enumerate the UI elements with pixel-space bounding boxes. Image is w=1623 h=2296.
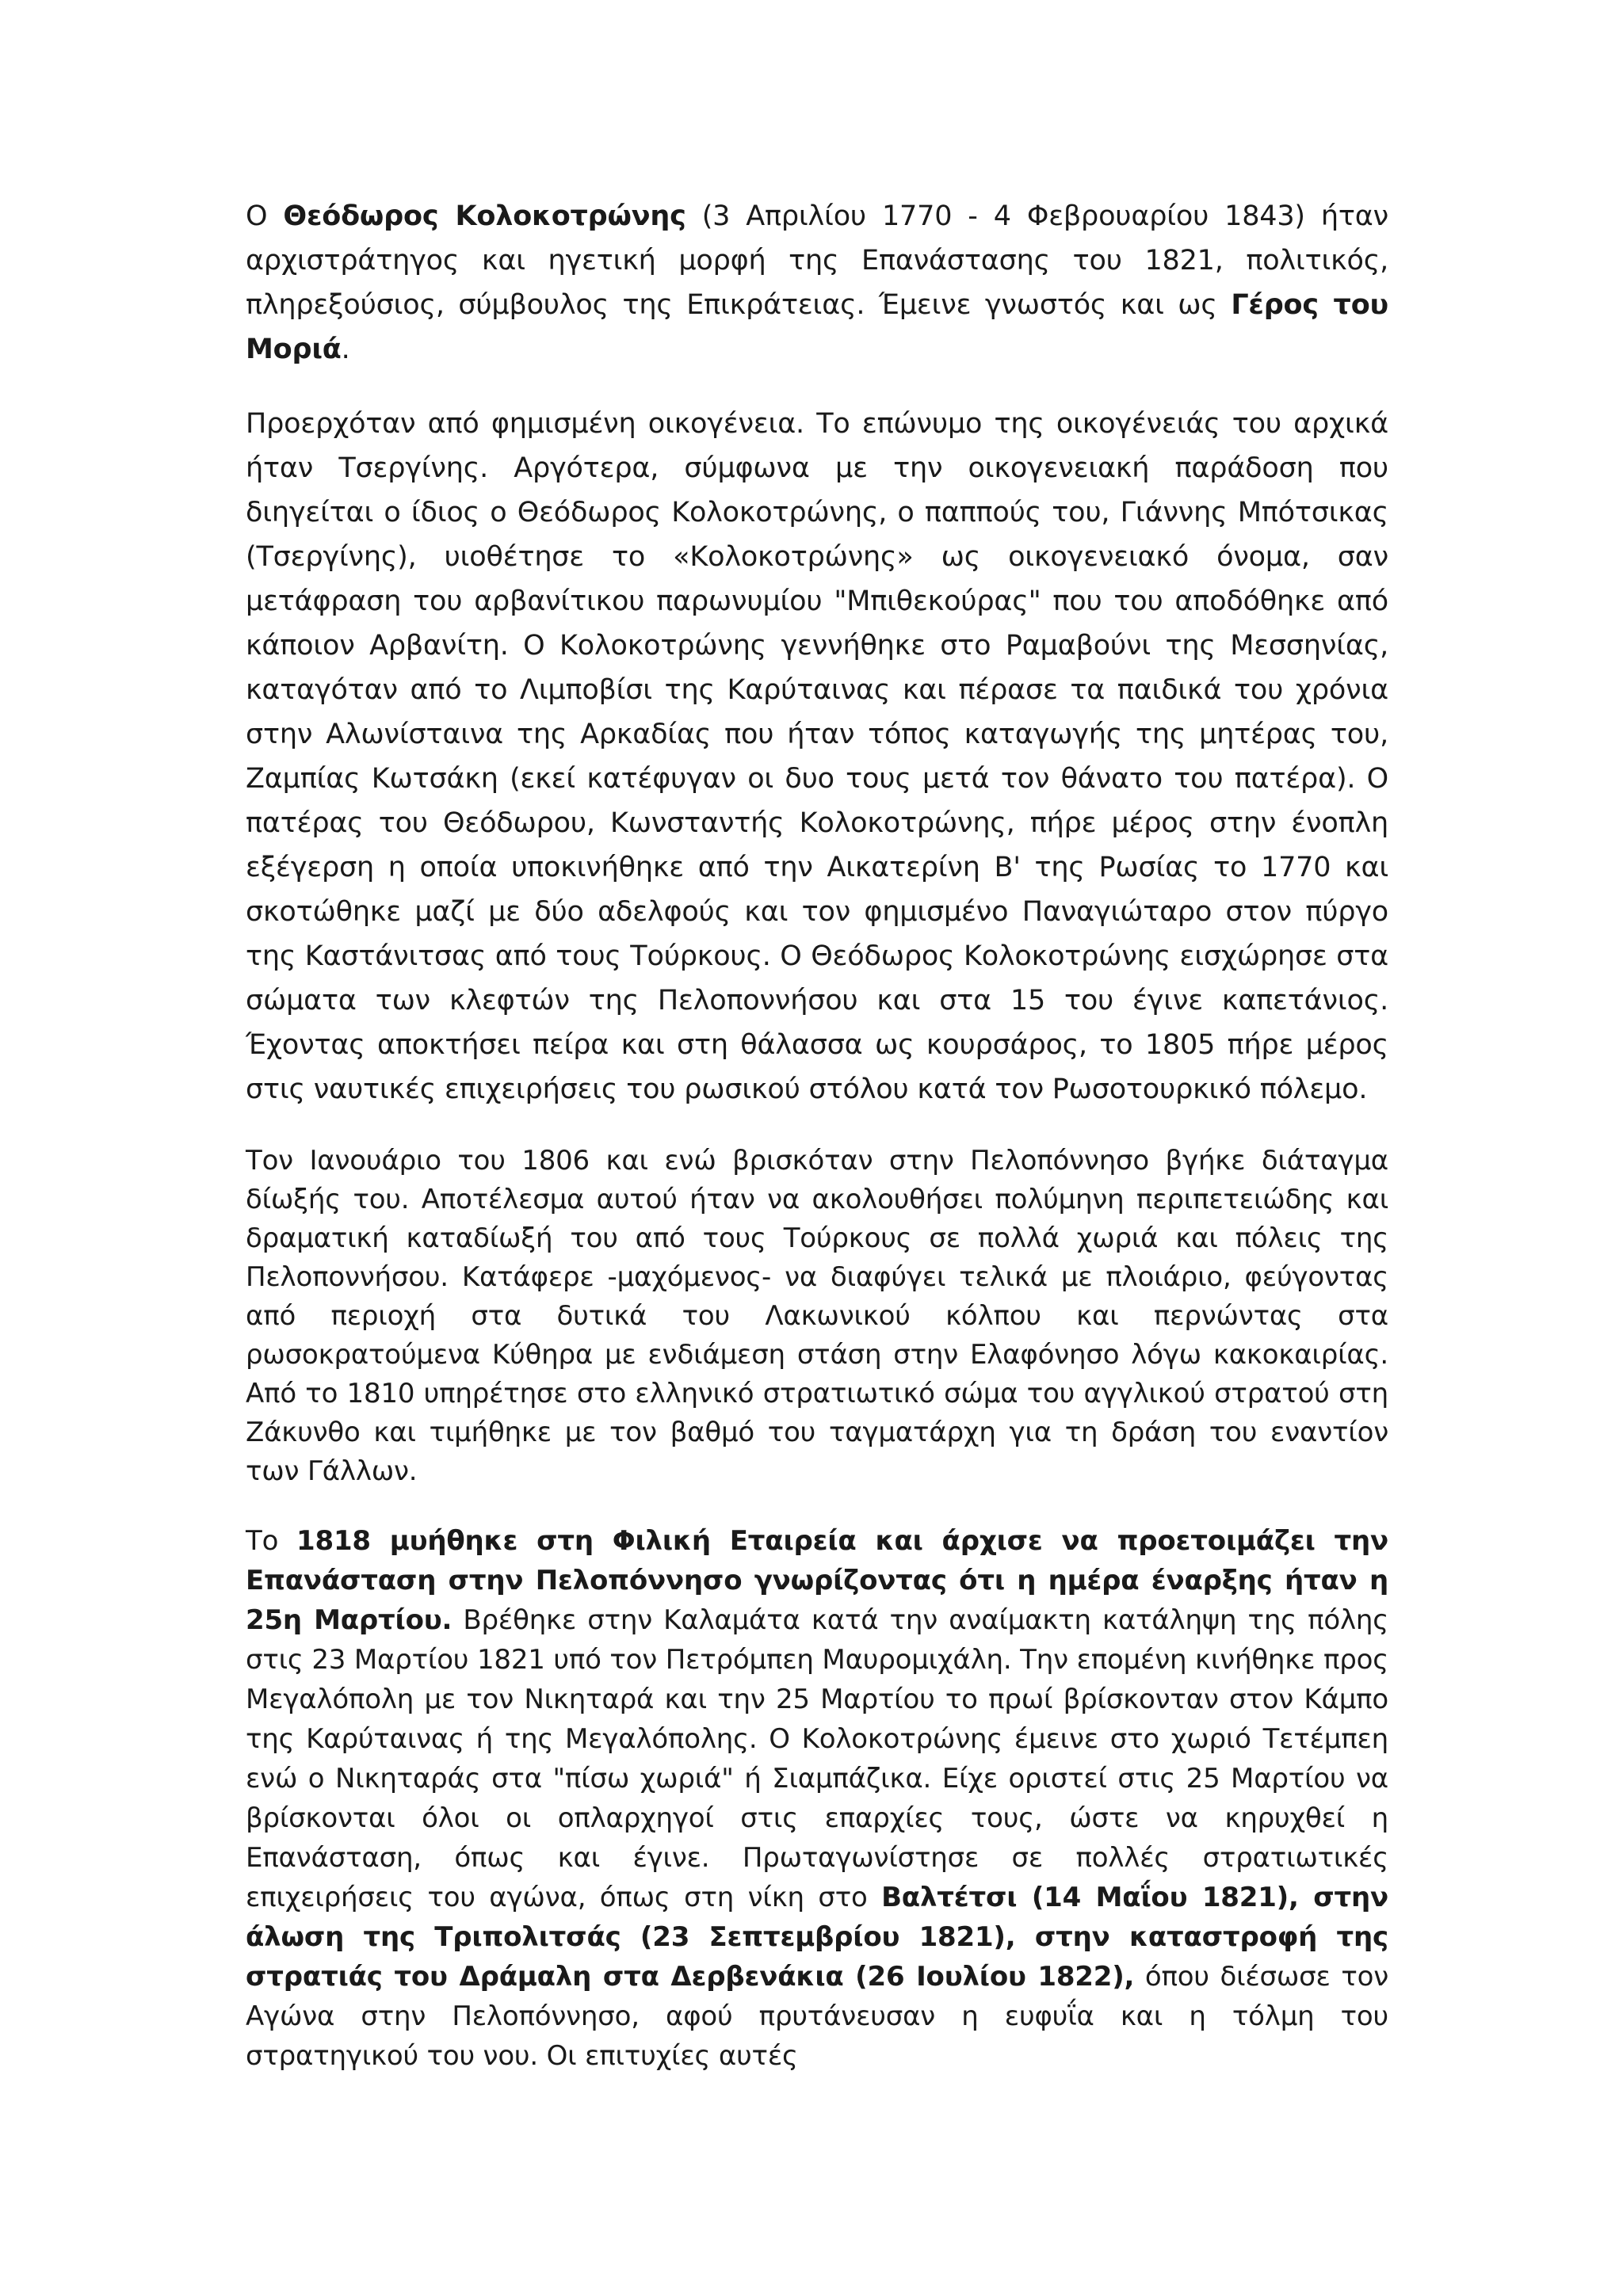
bold-filiki-eteria: 1818 μυήθηκε στη Φιλική Εταιρεία και άρχισε να προετοιμάζει την Επανάσταση στην Πελοπόννησο γνωρίζοντας ότι η ημέρα έναρξης ήταν η 25η Μαρτίου. (246, 1525, 1388, 1636)
text-segment: Το (246, 1525, 297, 1557)
text-segment: . (341, 334, 350, 365)
paragraph-revolution (246, 1521, 1388, 2076)
bold-name: Θεόδωρος Κολοκοτρώνης (283, 200, 686, 232)
bold-battles: Βαλτέτσι (14 Μαΐου 1821), στην άλωση της Τριπολιτσάς (23 Σεπτεμβρίου 1821), στην καταστροφή της στρατιάς του Δράμαλη στα Δερβενάκια (26 Ιουλίου 1822), (246, 1882, 1388, 1993)
bold-nickname: Γέρος του Μοριά (246, 289, 1388, 365)
text-segment: Τον Ιανουάριο του 1806 και ενώ βρισκόταν στην Πελοπόννησο βγήκε διάταγμα δίωξής του. Αποτέλεσμα αυτού ήταν να ακολουθήσει πολύμηνη περιπετειώδης και δραματική καταδίωξή του από τους Τούρκους σε πολλά χωριά και πόλεις της Πελοποννήσου. Κατάφερε -μαχόμενος- να διαφύγει τελικά με πλοιάριο, φεύγοντας από περιοχή στα δυτικά του Λακωνικού κόλπου και περνώντας στα ρωσοκρατούμενα Κύθηρα με ενδιάμεση στάση στην Ελαφόνησο λόγω κακοκαιρίας. Από το 1810 υπηρέτησε στο ελληνικό στρατιωτικό σώμα του αγγλικού στρατού στη Ζάκυνθο και τιμήθηκε με τον βαθμό του ταγματάρχη για τη δράση του εναντίον των Γάλλων. (246, 1145, 1388, 1487)
text-segment: Ο (246, 200, 284, 232)
text-segment: (3 Απριλίου 1770 - 4 Φεβρουαρίου 1843) ήταν αρχιστράτηγος και ηγετική μορφή της Επανάστασης του 1821, πολιτικός, πληρεξούσιος, σύμβουλος της Επικράτειας. Έμεινε γνωστός και ως (246, 200, 1388, 321)
paragraph-intro (246, 194, 1388, 372)
document-page (246, 194, 1388, 2076)
paragraph-origins (246, 402, 1388, 1112)
paragraph-persecution (246, 1142, 1388, 1491)
text-segment: Βρέθηκε στην Καλαμάτα κατά την αναίμακτη κατάληψη της πόλης στις 23 Μαρτίου 1821 υπό τον Πετρόμπεη Μαυρομιχάλη. Την επομένη κινήθηκε προς Μεγαλόπολη με τον Νικηταρά και την 25 Μαρτίου το πρωί βρίσκονταν στον Κάμπο της Καρύταινας ή της Μεγαλόπολης. Ο Κολοκοτρώνης έμεινε στο χωριό Τετέμπεη ενώ ο Νικηταράς στα "πίσω χωριά" ή Σιαμπάζικα. Είχε οριστεί στις 25 Μαρτίου να βρίσκονται όλοι οι οπλαρχηγοί στις επαρχίες τους, ώστε να κηρυχθεί η Επανάσταση, όπως και έγινε. Πρωταγωνίστησε σε πολλές στρατιωτικές επιχειρήσεις του αγώνα, όπως στη νίκη στο (246, 1604, 1388, 1913)
text-segment: Προερχόταν από φημισμένη οικογένεια. Το επώνυμο της οικογένειάς του αρχικά ήταν Τσεργίνης. Αργότερα, σύμφωνα με την οικογενειακή παράδοση που διηγείται ο ίδιος ο Θεόδωρος Κολοκοτρώνης, ο παππούς του, Γιάννης Μπότσικας (Τσεργίνης), υιοθέτησε το «Κολοκοτρώνης» ως οικογενειακό όνομα, σαν μετάφραση του αρβανίτικου παρωνυμίου "Μπιθεκούρας" που του αποδόθηκε από κάποιον Αρβανίτη. Ο Κολοκοτρώνης γεννήθηκε στο Ραμαβούνι της Μεσσηνίας, καταγόταν από το Λιμποβίσι της Καρύταινας και πέρασε τα παιδικά του χρόνια στην Αλωνίσταινα της Αρκαδίας που ήταν τόπος καταγωγής της μητέρας του, Ζαμπίας Κωτσάκη (εκεί κατέφυγαν οι δυο τους μετά τον θάνατο του πατέρα). Ο πατέρας του Θεόδωρου, Κωνσταντής Κολοκοτρώνης, πήρε μέρος στην ένοπλη εξέγερση η οποία υποκινήθηκε από την Αικατερίνη Β' της Ρωσίας το 1770 και σκοτώθηκε μαζί με δύο αδελφούς και τον φημισμένο Παναγιώταρο στον πύργο της Καστάνιτσας από τους Τούρκους. Ο Θεόδωρος Κολοκοτρώνης εισχώρησε στα σώματα των κλεφτών της Πελοποννήσου και στα 15 του έγινε καπετάνιος. Έχοντας αποκτήσει πείρα και στη θάλασσα ως κουρσάρος, το 1805 πήρε μέρος στις ναυτικές επιχειρήσεις του ρωσικού στόλου κατά τον Ρωσοτουρκικό πόλεμο. (246, 408, 1388, 1105)
text-segment: όπου διέσωσε τον Αγώνα στην Πελοπόννησο, αφού πρυτάνευσαν η ευφυΐα και η τόλμη του στρατηγικού του νου. Οι επιτυχίες αυτές (246, 1961, 1388, 2072)
